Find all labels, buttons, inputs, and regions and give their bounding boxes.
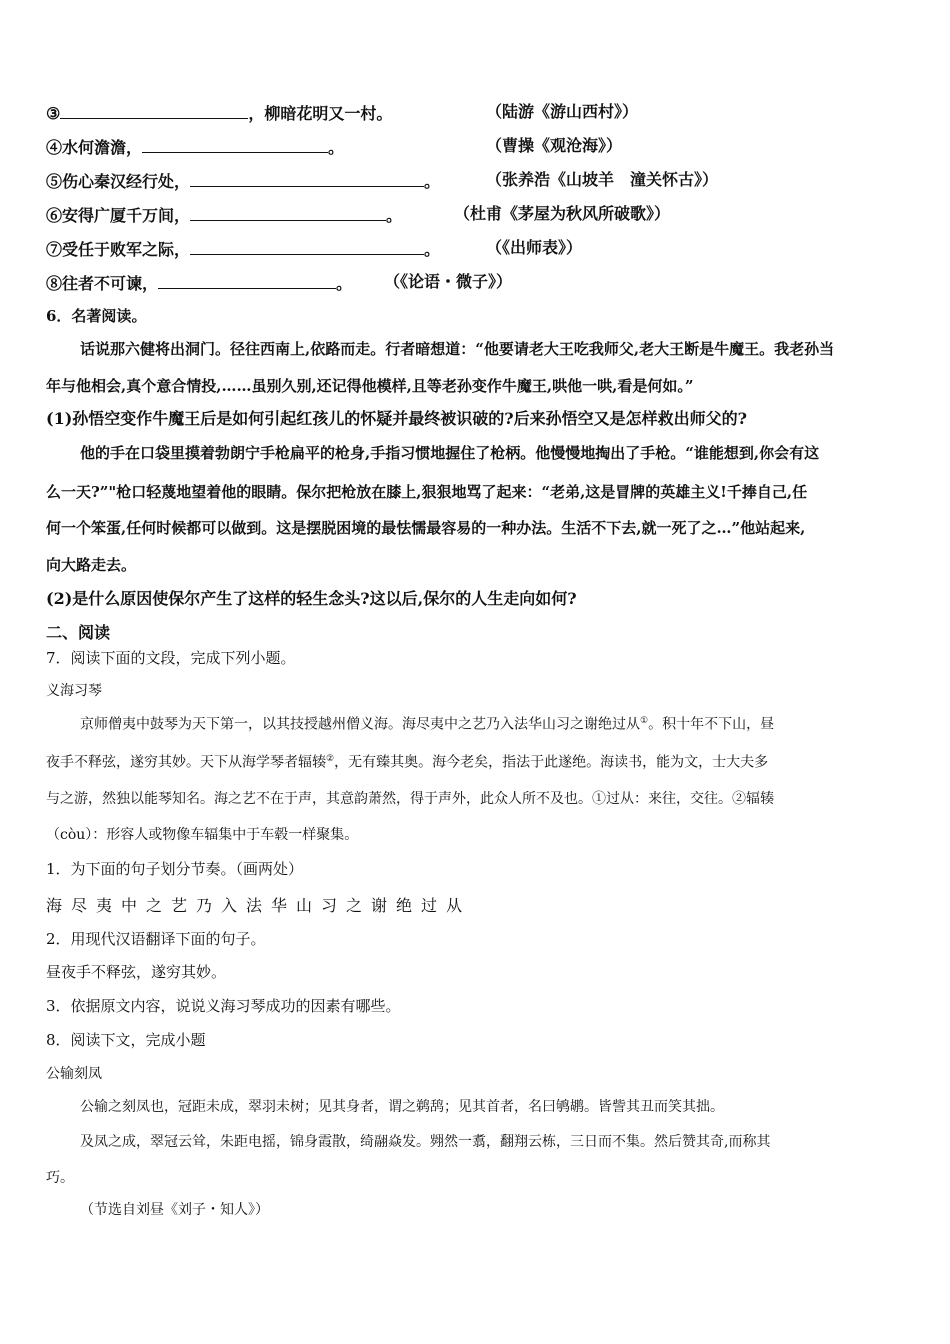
footnote-marker: ① (640, 716, 649, 726)
footnote-marker: ② (326, 754, 335, 764)
poem-line-8: ⑧往者不可谏， 。 (46, 274, 353, 293)
poem-source: （张养浩《山坡羊 潼关怀古》） (486, 170, 719, 189)
q8-passage-title: 公输刻凤 (46, 1066, 102, 1082)
poem-number: ⑧ (46, 274, 63, 293)
poem-line-4: ④水何澹澹， 。 (46, 138, 345, 157)
answer-blank[interactable] (142, 138, 328, 153)
poem-line-3: ③ ，柳暗花明又一村。 (46, 104, 393, 123)
answer-blank[interactable] (60, 104, 248, 119)
q6-passage2-line: 他的手在口袋里摸着勃朗宁手枪扁平的枪身,手指习惯地握住了枪柄。他慢慢地掏出了手枪。“谁能想到,你会有这 (80, 444, 820, 462)
poem-line-6: ⑥安得广厦千万间， 。 (46, 206, 403, 225)
q7-sub-question-1: 1．为下面的句子划分节奏。（画两处） (46, 860, 304, 878)
poem-number: ④ (46, 138, 63, 157)
poem-line-5: ⑤伤心秦汉经行处， 。 (46, 172, 441, 191)
q7-heading: 7．阅读下面的文段，完成下列小题。 (46, 649, 296, 667)
q6-passage2-line: 么一天?”"枪口轻蔑地望着他的眼睛。保尔把枪放在膝上,狠狠地骂了起来：“老弟,这是冒牌的英雄主义!千捧自己,任 (46, 483, 808, 501)
answer-blank[interactable] (158, 274, 336, 289)
q7-passage-line: 京师僧夷中鼓琴为天下第一，以其技授越州僧义海。海尽夷中之艺乃入法华山习之谢绝过从①。积十年不下山，昼 (80, 716, 775, 733)
poem-source: （《出师表》） (486, 238, 583, 257)
q6-question-2: (2)是什么原因使保尔产生了这样的轻生念头?这以后,保尔的人生走向如何? (46, 589, 577, 608)
q8-passage-line: 公输之刻凤也，冠距未成，翠羽未树；见其身者，谓之鹈鸹；见其首者，名曰鸲鹕。皆訾其丑而笑其拙。 (80, 1099, 724, 1115)
poem-number: ⑤ (46, 172, 63, 191)
q7-passage-line: 与之游，然独以能琴知名。海之艺不在于声，其意韵萧然，得于声外，此众人所不及也。①过从：来往，交往。②辐辏 (46, 791, 774, 807)
q7-sentence-to-divide: 海尽夷中之艺乃入法华山习之谢绝过从 (46, 896, 472, 915)
q7-passage-line: 夜手不释弦，遂穷其妙。天下从海学琴者辐辏②，无有臻其奥。海今老矣，指法于此遂绝。海读书，能为文，士大夫多 (46, 754, 769, 771)
q7-sub-question-2: 2．用现代汉语翻译下面的句子。 (46, 930, 266, 948)
poem-source: （曹操《观沧海》） (486, 136, 623, 155)
poem-number: ③ (46, 104, 61, 123)
poem-number: ⑦ (46, 240, 63, 259)
answer-blank[interactable] (190, 240, 424, 255)
q7-footnote-line: （còu）：形容人或物像车辐集中于车毂一样聚集。 (46, 827, 359, 843)
poem-source: （陆游《游山西村》） (486, 102, 639, 121)
poem-source: （《论语・微子》） (384, 272, 513, 291)
answer-blank[interactable] (190, 206, 386, 221)
poem-number: ⑥ (46, 206, 63, 225)
q8-passage-line: 巧。 (46, 1170, 74, 1186)
q7-sub-question-3: 3．依据原文内容，说说义海习琴成功的因素有哪些。 (46, 997, 401, 1015)
section-heading: 二、阅读 (46, 623, 111, 642)
q7-passage-title: 义海习琴 (46, 683, 102, 699)
q6-heading: 6．名著阅读。 (46, 307, 147, 325)
poem-source: （杜甫《茅屋为秋风所破歌》） (454, 204, 671, 223)
q6-passage2-line: 向大路走去。 (46, 556, 137, 574)
answer-blank[interactable] (190, 172, 424, 187)
q8-passage-line: 及凤之成，翠冠云耸，朱距电摇，锦身霞散，绮翮焱发。翙然一翥，翻翔云栋，三日而不集。然后赞其奇,而称其 (80, 1134, 771, 1150)
q6-passage1-line: 年与他相会,真个意合情投,……虽别久别,还记得他模样,且等老孙变作牛魔王,哄他一哄,看是何如。” (46, 377, 694, 395)
q7-sentence-to-translate: 昼夜手不释弦，遂穷其妙。 (46, 963, 227, 981)
q8-heading: 8．阅读下文，完成小题 (46, 1031, 206, 1049)
q6-passage1-line: 话说那六健将出洞门。径往西南上,依路而走。行者暗想道：“他要请老大王吃我师父,老大王断是牛魔王。我老孙当 (80, 340, 835, 358)
q6-passage2-line: 何一个笨蛋,任何时候都可以做到。这是摆脱困境的最怯懦最容易的一种办法。生活不下去,就一死了之…”他站起来, (46, 519, 806, 537)
q8-citation: （节选自刘昼《刘子・知人》） (80, 1202, 269, 1218)
q6-question-1: (1)孙悟空变作牛魔王后是如何引起红孩儿的怀疑并最终被识破的?后来孙悟空又是怎样救出师父的? (46, 409, 748, 428)
poem-line-7: ⑦受任于败军之际， 。 (46, 240, 441, 259)
